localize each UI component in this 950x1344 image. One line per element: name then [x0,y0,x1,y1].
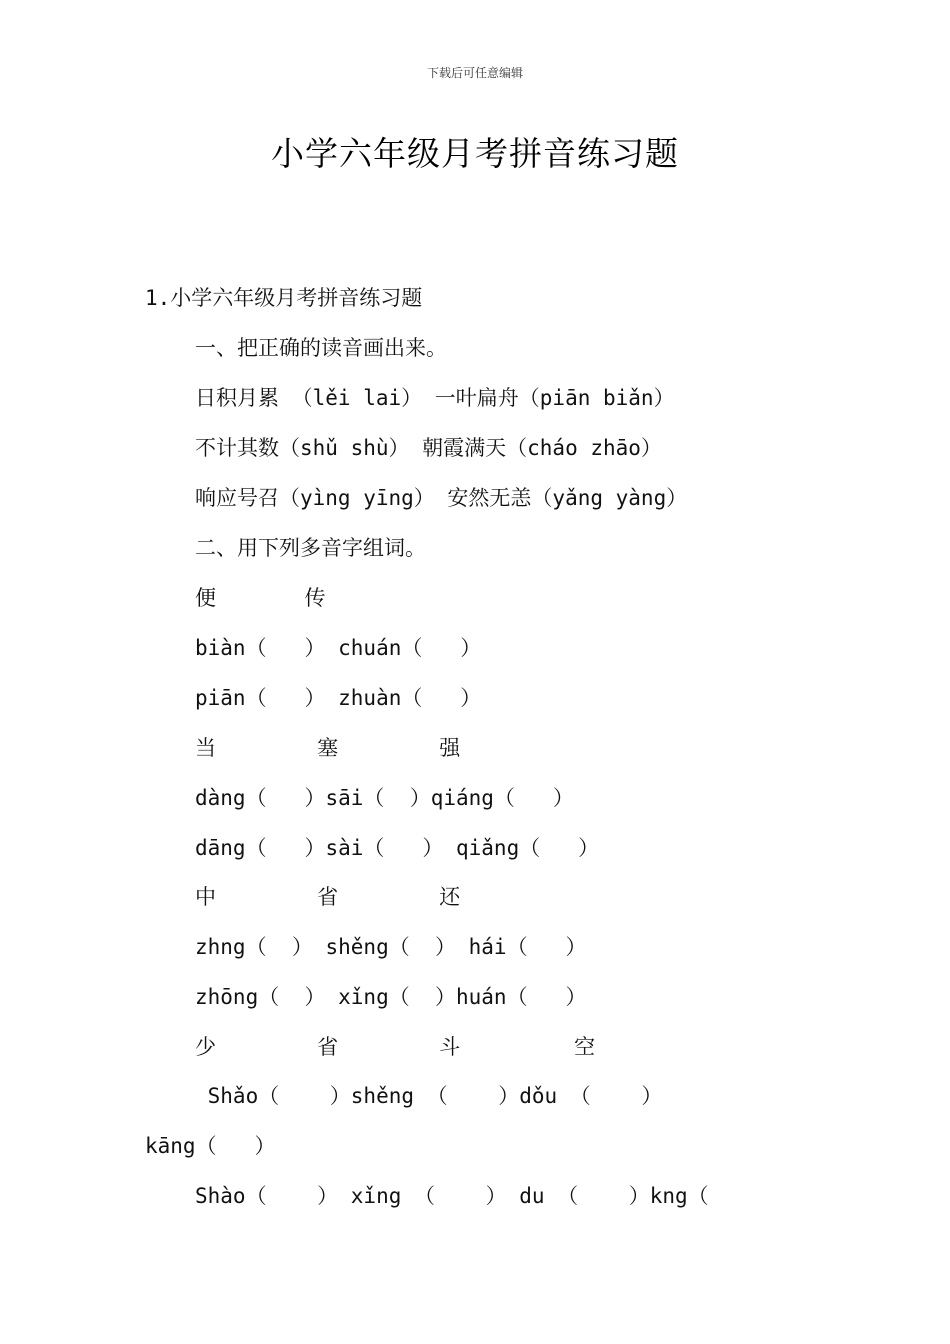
part2-line: zhng（ ） shěng（ ） hái（ ） [195,935,587,959]
part1-line: 日积月累 （lěi lai） 一叶扁舟（piān biǎn） [195,386,675,410]
part2-line: 便 传 [195,586,326,610]
part2-line: dāng（ ）sài（ ） qiǎng（ ） [195,836,600,860]
part2-line: Shào（ ） xǐng （ ） du （ ）kng（ [195,1184,709,1208]
part2-line: dàng（ ）sāi（ ）qiáng（ ） [195,786,574,810]
part2-heading: 二、用下列多音字组词。 [195,536,426,560]
section-heading: 1.小学六年级月考拼音练习题 [145,286,423,310]
part1-heading: 一、把正确的读音画出来。 [195,336,447,360]
part1-line: 响应号召（yìng yīng） 安然无恙（yǎng yàng） [195,486,688,510]
part2-line: zhōng（ ） xǐng（ ）huán（ ） [195,985,587,1009]
part2-line: 当 塞 强 [195,736,461,760]
part2-line: biàn（ ） chuán（ ） [195,636,482,660]
document-title: 小学六年级月考拼音练习题 [271,134,679,173]
part1-line: 不计其数（shǔ shù） 朝霞满天（cháo zhāo） [195,436,662,460]
part2-line: piān（ ） zhuàn（ ） [195,686,482,710]
part2-line: 少 省 斗 空 [195,1035,596,1059]
part2-line: 中 省 还 [195,885,461,909]
page-header-note: 下载后可任意编辑 [426,66,523,80]
part2-line: Shǎo（ ）shěng （ ）dǒu （ ） [195,1084,663,1108]
part2-line: kāng（ ） [145,1134,276,1158]
